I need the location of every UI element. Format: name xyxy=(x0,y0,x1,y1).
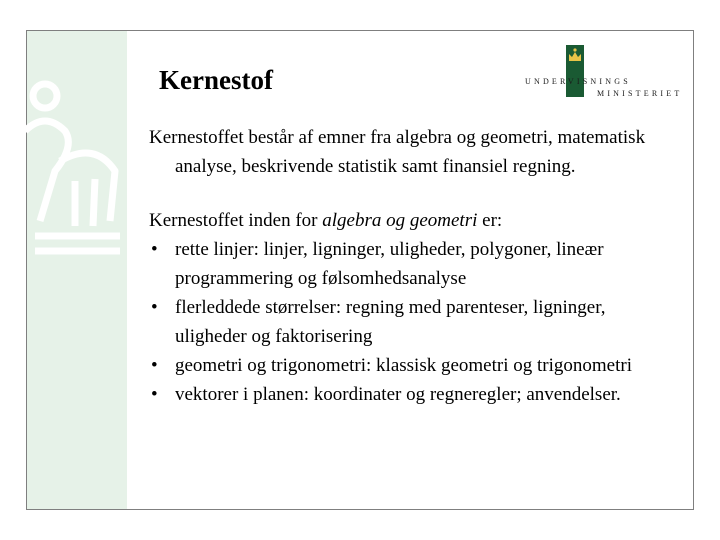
topic-intro-prefix: Kernestoffet inden for xyxy=(149,210,323,231)
crown-crest-icon xyxy=(566,45,584,97)
logo-text-line1: UNDERVISNINGS xyxy=(525,77,631,86)
crown-watermark-icon xyxy=(15,61,135,261)
slide-title: Kernestof xyxy=(159,65,273,95)
intro-paragraph: Kernestoffet består af emner fra algebra og geometri, matematisk analyse, beskrivende statistik samt finansiel regning. xyxy=(149,127,646,177)
list-item xyxy=(149,351,679,380)
list-item xyxy=(149,235,679,293)
sidebar-panel xyxy=(27,31,127,509)
bullet-icon: • xyxy=(151,384,158,405)
topic-intro xyxy=(149,206,679,235)
list-item-text: flerleddede størrelser: regning med parenteser, ligninger, uligheder og faktorisering xyxy=(175,297,606,347)
list-item xyxy=(149,380,679,409)
bullet-icon: • xyxy=(151,239,158,260)
list-item xyxy=(149,293,679,351)
topic-intro-emphasis: algebra og geometri xyxy=(322,210,478,231)
list-item-text: rette linjer: linjer, ligninger, uligheder, polygoner, lineær programmering og følsomhedsanalyse xyxy=(175,239,604,289)
topic-intro-suffix: er: xyxy=(477,210,503,231)
logo-text-line2: MINISTERIET xyxy=(597,89,683,98)
topic-list xyxy=(149,235,679,409)
bullet-icon: • xyxy=(151,355,158,376)
bullet-icon: • xyxy=(151,297,158,318)
list-item-text: vektorer i planen: koordinater og regneregler; anvendelser. xyxy=(175,384,621,405)
slide xyxy=(26,30,694,510)
ministry-logo xyxy=(525,41,683,103)
list-item-text: geometri og trigonometri: klassisk geometri og trigonometri xyxy=(175,355,632,376)
slide-body xyxy=(149,123,679,409)
